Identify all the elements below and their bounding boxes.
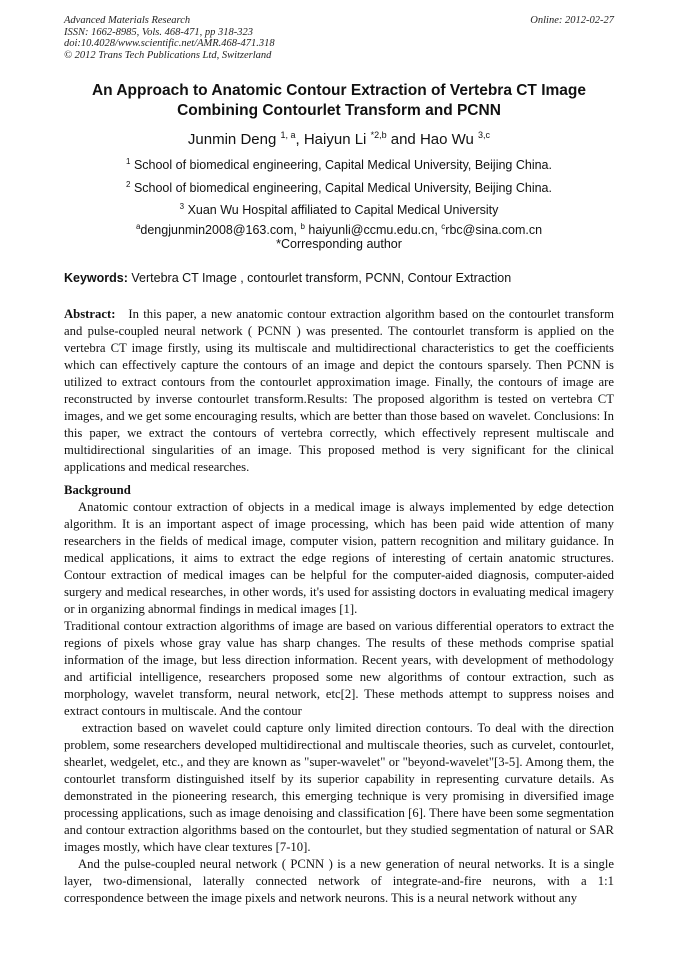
title-line-1: An Approach to Anatomic Contour Extraction of Vertebra CT Image: [91, 82, 587, 99]
email-link[interactable]: dengjunmin2008@163.com,: [140, 223, 301, 237]
affiliation-number: 2: [126, 180, 131, 189]
author-separator: ,: [295, 131, 304, 148]
affiliation-text: School of biomedical engineering, Capital Medical University, Beijing China.: [133, 181, 552, 195]
author-superscript: 1, a: [280, 130, 296, 140]
abstract-section: [64, 306, 614, 476]
email-link[interactable]: rbc@sina.com.cn: [445, 223, 543, 237]
affiliation-2: [64, 180, 614, 195]
author-name: Junmin Deng: [187, 131, 277, 148]
author-name: Hao Wu: [419, 131, 474, 148]
author-name: Haiyun Li: [303, 131, 367, 148]
abstract-label: Abstract:: [64, 307, 116, 321]
author-list: [64, 130, 614, 148]
background-paragraph-1: Anatomic contour extraction of objects in a medical image is always implemented by edge detection algorithm. It is an important aspect of image processing, which has been paid wide attention of many researchers in the fields of medical image, computer vision, pattern recognition and military guidance. In medical applications, it aims to extract the edge regions of interesting of certain anatomic structures. Contour extraction of medical images can be helpful for the computer-aided diagnosis, computer-aided surgery and medical researches, in other words, it's used for assisting doctors in evaluating medical imagery or in organizing abnormal findings in medical images [1].: [64, 500, 614, 616]
author-separator: and: [386, 131, 420, 148]
title-line-2: Combining Contourlet Transform and PCNN: [177, 102, 501, 119]
paper-title: [64, 81, 614, 121]
author-superscript: 3,c: [478, 130, 491, 140]
affiliation-1: [64, 157, 614, 172]
keywords-text: Vertebra CT Image , contourlet transform, PCNN, Contour Extraction: [131, 271, 512, 285]
background-section: [64, 482, 614, 907]
affiliation-text: Xuan Wu Hospital affiliated to Capital Medical University: [187, 203, 499, 217]
background-paragraph-2: Traditional contour extraction algorithms of image are based on various differential operators to extract the regions of pixels whose gray value has sharp changes. The results of these methods comprise spatial information of the image, but less direction information. Recent years, with development of methodology and artificial intelligence, researchers proposed some new algorithms of contour extraction, such as morphology, wavelet transform, neural network, etc[2]. These methods attempt to suppress noises and extract contours in multiscale. And the contour: [64, 619, 614, 718]
email-superscript: b: [300, 222, 305, 231]
corresponding-author: *Corresponding author: [276, 237, 402, 251]
copyright-line: © 2012 Trans Tech Publications Ltd, Switzerland: [64, 49, 272, 61]
background-heading: Background: [64, 483, 131, 497]
affiliation-3: [64, 202, 614, 217]
doi-line: doi:10.4028/www.scientific.net/AMR.468-471.318: [64, 38, 275, 49]
affiliation-text: School of biomedical engineering, Capital Medical University, Beijing China.: [133, 158, 552, 172]
email-line: [64, 222, 614, 237]
keywords-line: [64, 271, 614, 285]
issn-line: ISSN: 1662-8985, Vols. 468-471, pp 318-323: [64, 26, 253, 38]
email-link[interactable]: haiyunli@ccmu.edu.cn,: [308, 223, 442, 237]
email-superscript: c: [441, 222, 446, 231]
journal-name: Advanced Materials Research: [64, 15, 191, 26]
affiliation-number: 1: [126, 157, 131, 166]
abstract-text: In this paper, a new anatomic contour extraction algorithm based on the contourlet transform and pulse-coupled neural network ( PCNN ) was presented. The contourlet transform is applied on the vertebra CT image firstly, using its multiscale and multidirectional characteristics to get the coefficients which can effectively capture the contours of an image and depict the contours sparsely. Then PCNN is utilized to extract contours from the contourlet approximation image. Finally, the contours of image are reconstructed by inverse contourlet transform.Results: The proposed algorithm is tested on vertebra CT images, and we get some encouraging results, which are better than those based on wavelet. Conclusions: In this paper, we extract the contours of vertebra correctly, which effectively represent multiscale and multidirectional singularities of an image. This proposed method is very significant for the clinical applications and medical researches.: [64, 307, 614, 474]
online-date: Online: 2012-02-27: [530, 15, 614, 26]
background-paragraph-4: And the pulse-coupled neural network ( PCNN ) is a new generation of neural networks. It is a single layer, two-dimensional, laterally connected network of integrate-and-fire neurons, with a 1:1 correspondence between the image pixels and network neurons. This is a neural network without any: [64, 857, 614, 905]
author-superscript: *2,b: [370, 130, 387, 140]
background-paragraph-3: extraction based on wavelet could capture only limited direction contours. To deal with the direction problem, some researchers developed multidirectional and multiscale theories, such as curvelet, contourlet, shearlet, wedgelet, etc., and they are known as "super-wavelet" or "beyond-wavelet"[3-5]. Among them, the contourlet transform distinguished itself by its superior capability in representing curvature details. As demonstrated in the pioneering research, this emerging technique is very promising in diversified image processing applications, such as image denoising and classification [6]. There have been some segmentation and contour extraction algorithms based on the contourlet, but they studied segmentation of natural or SAR images mostly, which have clear textures [7-10].: [64, 721, 614, 854]
affiliation-number: 3: [179, 202, 185, 211]
journal-header: [64, 15, 275, 61]
keywords-label: Keywords:: [64, 271, 128, 285]
email-superscript: a: [135, 222, 141, 231]
